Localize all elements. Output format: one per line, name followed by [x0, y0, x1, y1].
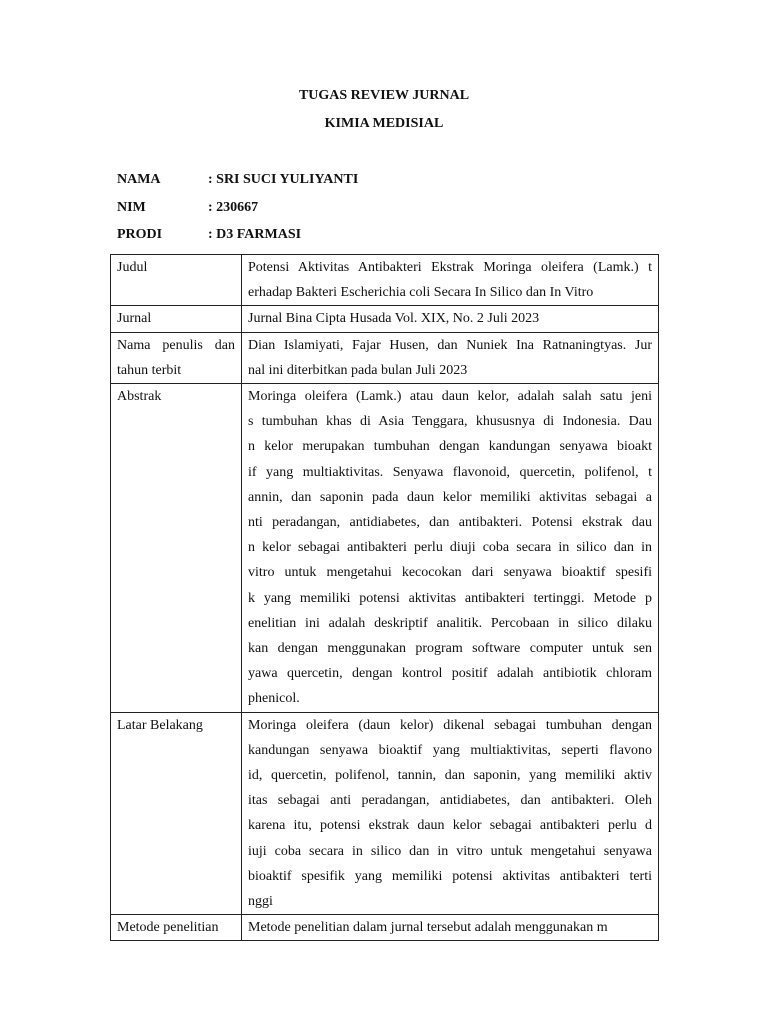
table-row: [111, 332, 659, 383]
row-label: Nama penulis dan tahun terbit: [111, 332, 242, 383]
row-content: [242, 332, 659, 383]
content-line: Moringa oleifera (daun kelor) dikenal sebagai tumbuhan dengan: [248, 717, 652, 733]
content-line: kandungan senyawa bioaktif yang multiaktivitas, seperti flavono: [248, 742, 652, 758]
table-row: [111, 712, 659, 915]
info-label: PRODI: [117, 227, 163, 242]
content-line: Metode penelitian dalam jurnal tersebut adalah menggunakan m: [248, 920, 608, 936]
content-line: nal ini diterbitkan pada bulan Juli 2023: [248, 362, 468, 378]
content-line: iuji coba secara in silico dan in vitro untuk mengetahui senyawa: [248, 843, 652, 859]
content-line: k yang memiliki potensi aktivitas antibakteri tertinggi. Metode p: [248, 590, 652, 606]
row-label: Abstrak: [111, 384, 242, 713]
content-line: annin, dan saponin pada daun kelor memiliki aktivitas sebagai a: [248, 489, 652, 505]
info-value: : D3 FARMASI: [208, 227, 302, 242]
content-line: kan dengan menggunakan program software computer untuk sen: [248, 641, 652, 657]
content-line: Jurnal Bina Cipta Husada Vol. XIX, No. 2 Juli 2023: [248, 311, 540, 327]
content-line: Moringa oleifera (Lamk.) atau daun kelor, adalah salah satu jeni: [248, 389, 652, 405]
content-line: id, quercetin, polifenol, tannin, dan saponin, yang memiliki aktiv: [248, 768, 652, 784]
info-value: : 230667: [208, 199, 259, 215]
row-label: Jurnal: [111, 306, 242, 332]
content-line: Dian Islamiyati, Fajar Husen, dan Nuniek Ina Ratnaningtyas. Jur: [248, 337, 652, 353]
content-line: nti peradangan, antidiabetes, dan antibakteri. Potensi ekstrak dau: [248, 515, 652, 531]
info-label: NAMA: [117, 172, 161, 187]
row-label: Latar Belakang: [111, 712, 242, 915]
content-line: erhadap Bakteri Escherichia coli Secara In Silico dan In Vitro: [248, 285, 594, 301]
row-content: [242, 384, 659, 713]
content-line: vitro untuk mengetahui kecocokan dari senyawa bioaktif spesifi: [248, 565, 652, 581]
table-row: [111, 915, 659, 941]
content-line: enelitian ini adalah deskriptif analitik. Percobaan in silico dilaku: [248, 615, 652, 631]
content-line: yawa quercetin, dengan kontrol positif adalah antibiotik chloram: [248, 666, 652, 682]
content-line: if yang multiaktivitas. Senyawa flavonoid, quercetin, polifenol, t: [248, 464, 652, 480]
info-label: NIM: [117, 199, 146, 215]
content-line: s tumbuhan khas di Asia Tenggara, khususnya di Indonesia. Dau: [248, 414, 652, 430]
content-line: Potensi Aktivitas Antibakteri Ekstrak Moringa oleifera (Lamk.) t: [248, 260, 652, 275]
row-content: [242, 306, 659, 332]
row-label: Metode penelitian: [111, 915, 242, 941]
document-title: TUGAS REVIEW JURNAL: [298, 88, 470, 103]
table-row: [111, 306, 659, 332]
table-row: [111, 255, 659, 306]
row-label: Judul: [111, 255, 242, 306]
content-line: itas sebagai anti peradangan, antidiabetes, dan antibakteri. Oleh: [248, 793, 652, 809]
content-line: n kelor merupakan tumbuhan dengan kandungan senyawa bioakt: [248, 439, 652, 455]
row-content: [242, 915, 659, 941]
content-line: bioaktif spesifik yang memiliki potensi aktivitas antibakteri terti: [248, 868, 652, 884]
content-line: phenicol.: [248, 691, 300, 707]
review-table: [110, 254, 659, 941]
row-content: [242, 255, 659, 306]
info-value: : SRI SUCI YULIYANTI: [208, 172, 359, 187]
content-line: karena itu, potensi ekstrak daun kelor sebagai antibakteri perlu d: [248, 818, 652, 834]
content-line: nggi: [248, 894, 273, 910]
row-content: [242, 712, 659, 915]
document-subtitle: KIMIA MEDISIAL: [324, 116, 444, 131]
table-row: [111, 384, 659, 713]
content-line: n kelor sebagai antibakteri perlu diuji coba secara in silico dan in: [248, 540, 652, 556]
